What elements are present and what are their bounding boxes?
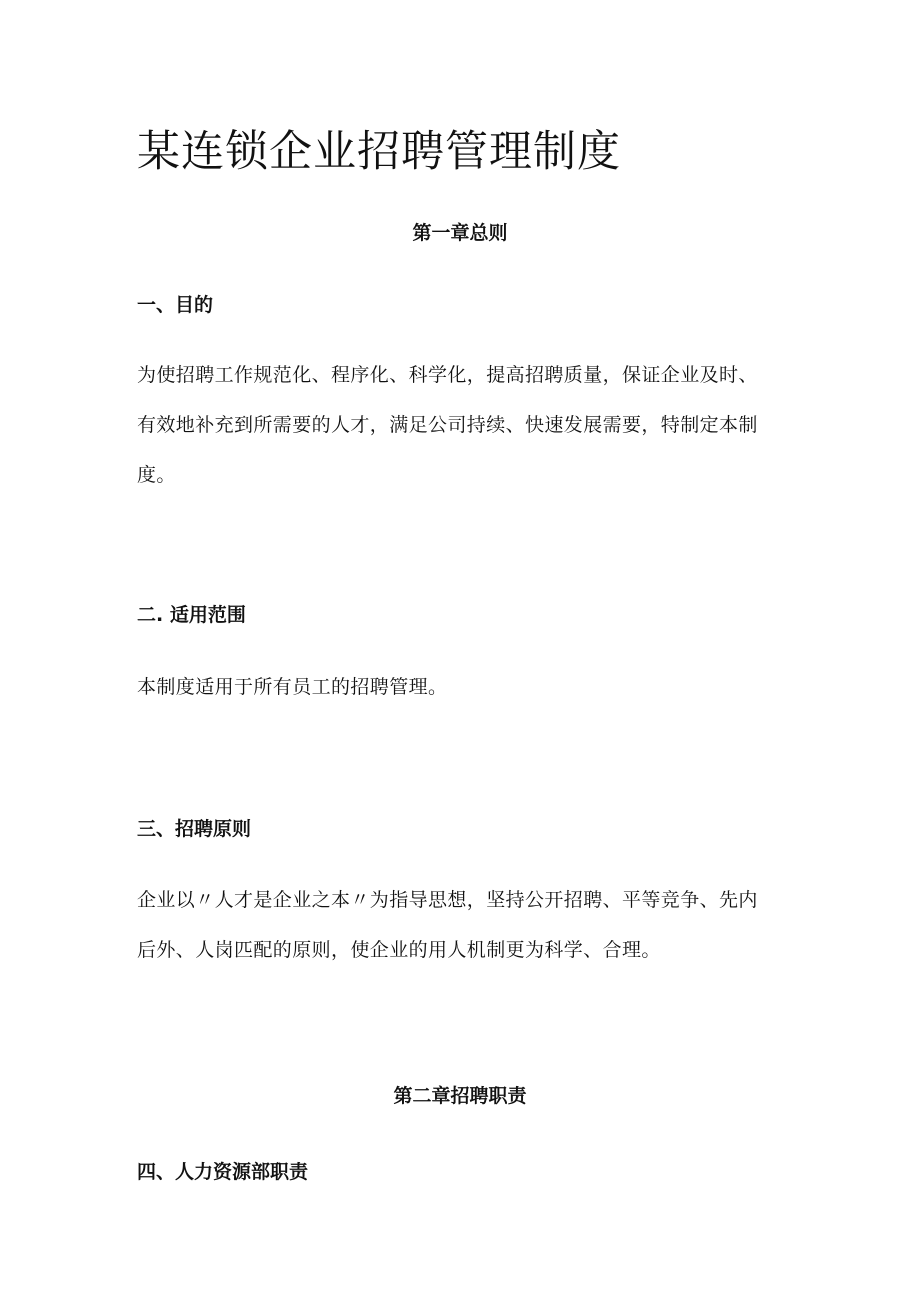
paragraph-line: 度。 bbox=[137, 464, 176, 486]
section-purpose-heading: 一、目的 bbox=[137, 294, 214, 316]
chapter-1-heading: 第一章总则 bbox=[412, 222, 508, 244]
paragraph-line: 后外、人岗匹配的原则，使企业的用人机制更为科学、合理。 bbox=[137, 939, 661, 961]
document-title: 某连锁企业招聘管理制度 bbox=[137, 127, 621, 177]
section-principles-body bbox=[137, 875, 787, 975]
paragraph-line: 本制度适用于所有员工的招聘管理。 bbox=[137, 676, 448, 698]
section-purpose-body bbox=[137, 350, 787, 500]
section-scope-heading: 二. 适用范围 bbox=[137, 604, 246, 626]
section-scope-body bbox=[137, 662, 787, 712]
section-principles-heading: 三、招聘原则 bbox=[137, 818, 252, 840]
paragraph-line: 有效地补充到所需要的人才，满足公司持续、快速发展需要，特制定本制 bbox=[137, 414, 758, 436]
chapter-2-heading: 第二章招聘职责 bbox=[393, 1085, 527, 1107]
section-hr-duties-heading: 四、人力资源部职责 bbox=[137, 1161, 309, 1183]
paragraph-line: 企业以〃人才是企业之本〃为指导思想，坚持公开招聘、平等竞争、先内 bbox=[137, 889, 758, 911]
paragraph-line: 为使招聘工作规范化、程序化、科学化，提高招聘质量，保证企业及时、 bbox=[137, 364, 758, 386]
